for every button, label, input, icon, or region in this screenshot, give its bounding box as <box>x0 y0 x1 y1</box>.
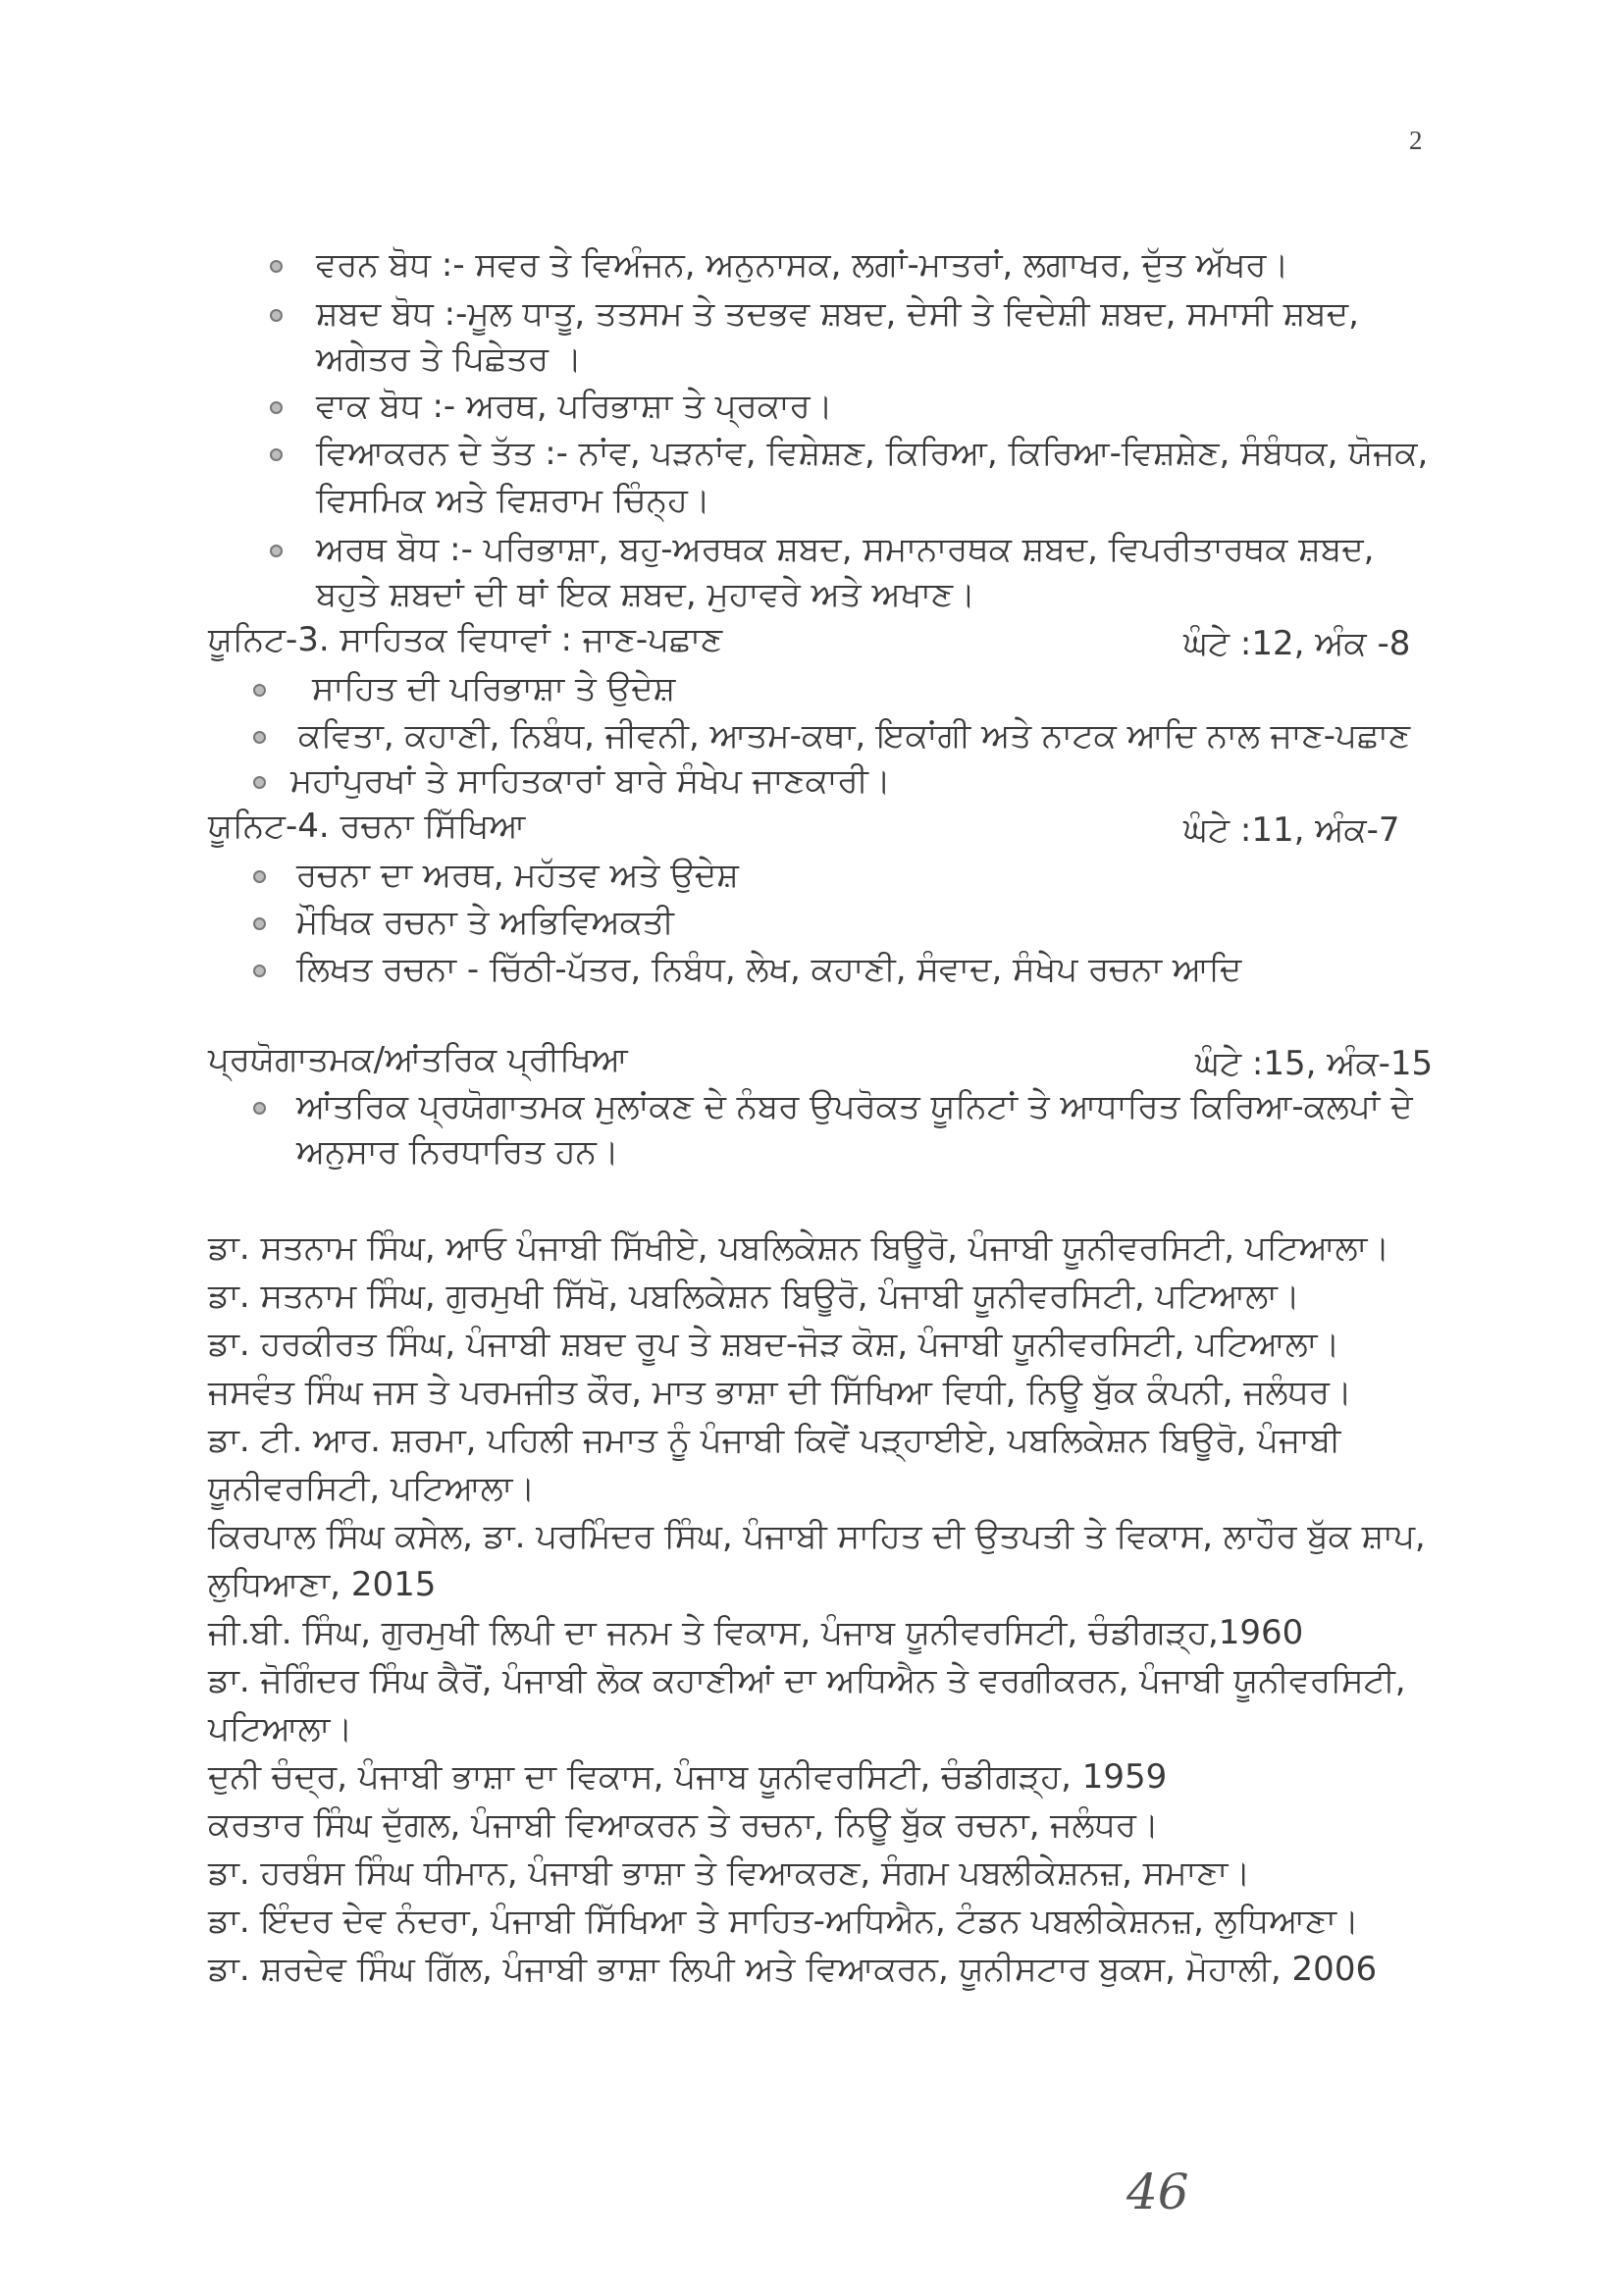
reference-line: ਡਾ. ਇੰਦਰ ਦੇਵ ਨੰਦਰਾ, ਪੰਜਾਬੀ ਸਿੱਖਿਆ ਤੇ ਸਾਹਿਤ-ਅਧਿਐਨ, ਟੰਡਨ ਪਬਲੀਕੇਸ਼ਨਜ਼, ਲੁਧਿਆਣਾ। <box>208 1902 1359 1941</box>
bullet-text: ਸਾਹਿਤ ਦੀ ਪਰਿਭਾਸ਼ਾ ਤੇ ਉਦੇਸ਼ <box>312 669 676 708</box>
bullet-text: ਰਚਨਾ ਦਾ ਅਰਥ, ਮਹੱਤਵ ਅਤੇ ਉਦੇਸ਼ <box>296 856 739 895</box>
practical-heading: ਪ੍ਰਯੋਗਾਤਮਕ/ਆਂਤਰਿਕ ਪ੍ਰੀਖਿਆ <box>208 1040 628 1079</box>
bullet-text: ਵਰਨ ਬੋਧ :- ਸਵਰ ਤੇ ਵਿਅੰਜਨ, ਅਨੁਨਾਸਕ, ਲਗਾਂ-ਮਾਤਰਾਂ, ਲਗਾਖਰ, ਦੁੱਤ ਅੱਖਰ। <box>316 245 1289 285</box>
bullet-dot-icon <box>270 448 283 461</box>
unit3-heading: ਯੂਨਿਟ-3. ਸਾਹਿਤਕ ਵਿਧਾਵਾਂ : ਜਾਣ-ਪਛਾਣ <box>208 620 723 659</box>
bullet-dot-icon <box>270 309 283 322</box>
bullet-dot-icon <box>253 965 266 977</box>
bullet-text: ਮੌਖਿਕ ਰਚਨਾ ਤੇ ਅਭਿਵਿਅਕਤੀ <box>296 903 674 942</box>
unit4-heading: ਯੂਨਿਟ-4. ਰਚਨਾ ਸਿੱਖਿਆ <box>208 807 526 846</box>
handwritten-page-number: 46 <box>1126 2164 1189 2220</box>
bullet-text-cont: ਵਿਸਮਿਕ ਅਤੇ ਵਿਸ਼ਰਾਮ ਚਿੰਨ੍ਹ। <box>316 481 710 520</box>
bullet-text: ਮਹਾਂਪੁਰਖਾਂ ਤੇ ਸਾਹਿਤਕਾਰਾਂ ਬਾਰੇ ਸੰਖੇਪ ਜਾਣਕਾਰੀ। <box>290 761 891 801</box>
reference-line: ਡਾ. ਸਤਨਾਮ ਸਿੰਘ, ਆਓ ਪੰਜਾਬੀ ਸਿੱਖੀਏ, ਪਬਲਿਕੇਸ਼ਨ ਬਿਊਰੋ, ਪੰਜਾਬੀ ਯੂਨੀਵਰਸਿਟੀ, ਪਟਿਆਲਾ। <box>208 1228 1390 1268</box>
bullet-dot-icon <box>253 731 266 744</box>
reference-line: ਜਸਵੰਤ ਸਿੰਘ ਜਸ ਤੇ ਪਰਮਜੀਤ ਕੌਰ, ਮਾਤ ਭਾਸ਼ਾ ਦੀ ਸਿੱਖਿਆ ਵਿਧੀ, ਨਿਊ ਬੁੱਕ ਕੰਪਨੀ, ਜਲੰਧਰ। <box>208 1373 1352 1412</box>
reference-line: ਦੁਨੀ ਚੰਦ੍ਰ, ਪੰਜਾਬੀ ਭਾਸ਼ਾ ਦਾ ਵਿਕਾਸ, ਪੰਜਾਬ ਯੂਨੀਵਰਸਿਟੀ, ਚੰਡੀਗੜ੍ਹ, 1959 <box>208 1757 1168 1797</box>
bullet-text: ਲਿਖਤ ਰਚਨਾ - ਚਿੱਠੀ-ਪੱਤਰ, ਨਿਬੰਧ, ਲੇਖ, ਕਹਾਣੀ, ਸੰਵਾਦ, ਸੰਖੇਪ ਰਚਨਾ ਆਦਿ <box>296 950 1242 989</box>
bullet-text: ਅਰਥ ਬੋਧ :- ਪਰਿਭਾਸ਼ਾ, ਬਹੁ-ਅਰਥਕ ਸ਼ਬਦ, ਸਮਾਨਾਰਥਕ ਸ਼ਬਦ, ਵਿਪਰੀਤਾਰਥਕ ਸ਼ਬਦ, <box>316 530 1375 569</box>
bullet-dot-icon <box>253 684 266 697</box>
bullet-text: ਵਾਕ ਬੋਧ :- ਅਰਥ, ਪਰਿਭਾਸ਼ਾ ਤੇ ਪ੍ਰਕਾਰ। <box>316 387 833 426</box>
reference-line: ਡਾ. ਹਰਕੀਰਤ ਸਿੰਘ, ਪੰਜਾਬੀ ਸ਼ਬਦ ਰੂਪ ਤੇ ਸ਼ਬਦ-ਜੋੜ ਕੋਸ਼, ਪੰਜਾਬੀ ਯੂਨੀਵਰਸਿਟੀ, ਪਟਿਆਲਾ। <box>208 1325 1340 1364</box>
bullet-dot-icon <box>253 870 266 883</box>
bullet-text: ਕਵਿਤਾ, ਕਹਾਣੀ, ਨਿਬੰਧ, ਜੀਵਨੀ, ਆਤਮ-ਕਥਾ, ਇਕਾਂਗੀ ਅਤੇ ਨਾਟਕ ਆਦਿ ਨਾਲ ਜਾਣ-ਪਛਾਣ <box>298 716 1411 756</box>
practical-hours-marks: ਘੰਟੇ :15, ਅੰਕ-15 <box>1195 1044 1434 1083</box>
reference-line: ਕਰਤਾਰ ਸਿੰਘ ਦੁੱਗਲ, ਪੰਜਾਬੀ ਵਿਆਕਰਨ ਤੇ ਰਚਨਾ, ਨਿਊ ਬੁੱਕ ਰਚਨਾ, ਜਲੰਧਰ। <box>208 1805 1159 1845</box>
bullet-dot-icon <box>253 917 266 930</box>
bullet-dot-icon <box>270 260 283 273</box>
bullet-dot-icon <box>270 545 283 557</box>
bullet-dot-icon <box>253 1102 266 1115</box>
unit3-hours-marks: ਘੰਟੇ :12, ਅੰਕ -8 <box>1183 624 1411 663</box>
unit4-hours-marks: ਘੰਟੇ :11, ਅੰਕ-7 <box>1183 810 1400 850</box>
reference-line: ਯੂਨੀਵਰਸਿਟੀ, ਪਟਿਆਲਾ। <box>208 1469 536 1508</box>
reference-line: ਕਿਰਪਾਲ ਸਿੰਘ ਕਸੇਲ, ਡਾ. ਪਰਮਿੰਦਰ ਸਿੰਘ, ਪੰਜਾਬੀ ਸਾਹਿਤ ਦੀ ਉਤਪਤੀ ਤੇ ਵਿਕਾਸ, ਲਾਹੌਰ ਬੁੱਕ ਸ਼ਾਪ, <box>208 1517 1426 1556</box>
reference-line: ਡਾ. ਹਰਬੰਸ ਸਿੰਘ ਧੀਮਾਨ, ਪੰਜਾਬੀ ਭਾਸ਼ਾ ਤੇ ਵਿਆਕਰਣ, ਸੰਗਮ ਪਬਲੀਕੇਸ਼ਨਜ਼, ਸਮਾਣਾ। <box>208 1853 1251 1893</box>
bullet-text-cont: ਬਹੁਤੇ ਸ਼ਬਦਾਂ ਦੀ ਥਾਂ ਇਕ ਸ਼ਬਦ, ਮੁਹਾਵਰੇ ਅਤੇ ਅਖਾਣ। <box>316 575 976 614</box>
page-number: 2 <box>1409 126 1423 155</box>
reference-line: ਲੁਧਿਆਣਾ, 2015 <box>208 1565 437 1604</box>
bullet-text-cont: ਅਨੁਸਾਰ ਨਿਰਧਾਰਿਤ ਹਨ। <box>296 1132 619 1172</box>
reference-line: ਪਟਿਆਲਾ। <box>208 1709 353 1748</box>
bullet-dot-icon <box>253 776 266 789</box>
bullet-dot-icon <box>270 401 283 414</box>
reference-line: ਜੀ.ਬੀ. ਸਿੰਘ, ਗੁਰਮੁਖੀ ਲਿਪੀ ਦਾ ਜਨਮ ਤੇ ਵਿਕਾਸ, ਪੰਜਾਬ ਯੂਨੀਵਰਸਿਟੀ, ਚੰਡੀਗੜ੍ਹ,1960 <box>208 1613 1304 1652</box>
bullet-text: ਵਿਆਕਰਨ ਦੇ ਤੱਤ :- ਨਾਂਵ, ਪੜਨਾਂਵ, ਵਿਸ਼ੇਸ਼ਣ, ਕਿਰਿਆ, ਕਿਰਿਆ-ਵਿਸ਼ਸ਼ੇਣ, ਸੰਬੰਧਕ, ਯੋਜਕ, <box>316 434 1429 473</box>
reference-line: ਡਾ. ਸਤਨਾਮ ਸਿੰਘ, ਗੁਰਮੁਖੀ ਸਿੱਖੋ, ਪਬਲਿਕੇਸ਼ਨ ਬਿਊਰੋ, ਪੰਜਾਬੀ ਯੂਨੀਵਰਸਿਟੀ, ਪਟਿਆਲਾ। <box>208 1277 1300 1316</box>
reference-line: ਡਾ. ਸ਼ਰਦੇਵ ਸਿੰਘ ਗਿੱਲ, ਪੰਜਾਬੀ ਭਾਸ਼ਾ ਲਿਪੀ ਅਤੇ ਵਿਆਕਰਨ, ਯੂਨੀਸਟਾਰ ਬੁਕਸ, ਮੋਹਾਲੀ, 2006 <box>208 1950 1378 1989</box>
bullet-text: ਆਂਤਰਿਕ ਪ੍ਰਯੋਗਾਤਮਕ ਮੁਲਾਂਕਣ ਦੇ ਨੰਬਰ ਉਪਰੋਕਤ ਯੂਨਿਟਾਂ ਤੇ ਆਧਾਰਿਤ ਕਿਰਿਆ-ਕਲਪਾਂ ਦੇ <box>296 1087 1413 1126</box>
bullet-text-cont: ਅਗੇਤਰ ਤੇ ਪਿਛੇਤਰ । <box>316 339 582 379</box>
bullet-text: ਸ਼ਬਦ ਬੋਧ :-ਮੂਲ ਧਾਤੂ, ਤਤਸਮ ਤੇ ਤਦਭਵ ਸ਼ਬਦ, ਦੇਸੀ ਤੇ ਵਿਦੇਸ਼ੀ ਸ਼ਬਦ, ਸਮਾਸੀ ਸ਼ਬਦ, <box>316 294 1359 334</box>
reference-line: ਡਾ. ਜੋਗਿੰਦਰ ਸਿੰਘ ਕੈਰੋਂ, ਪੰਜਾਬੀ ਲੋਕ ਕਹਾਣੀਆਂ ਦਾ ਅਧਿਐਨ ਤੇ ਵਰਗੀਕਰਨ, ਪੰਜਾਬੀ ਯੂਨੀਵਰਸਿਟੀ, <box>208 1661 1406 1700</box>
reference-line: ਡਾ. ਟੀ. ਆਰ. ਸ਼ਰਮਾ, ਪਹਿਲੀ ਜਮਾਤ ਨੂੰ ਪੰਜਾਬੀ ਕਿਵੇਂ ਪੜ੍ਹਾਈਏ, ਪਬਲਿਕੇਸ਼ਨ ਬਿਊਰੋ, ਪੰਜਾਬੀ <box>208 1421 1341 1460</box>
